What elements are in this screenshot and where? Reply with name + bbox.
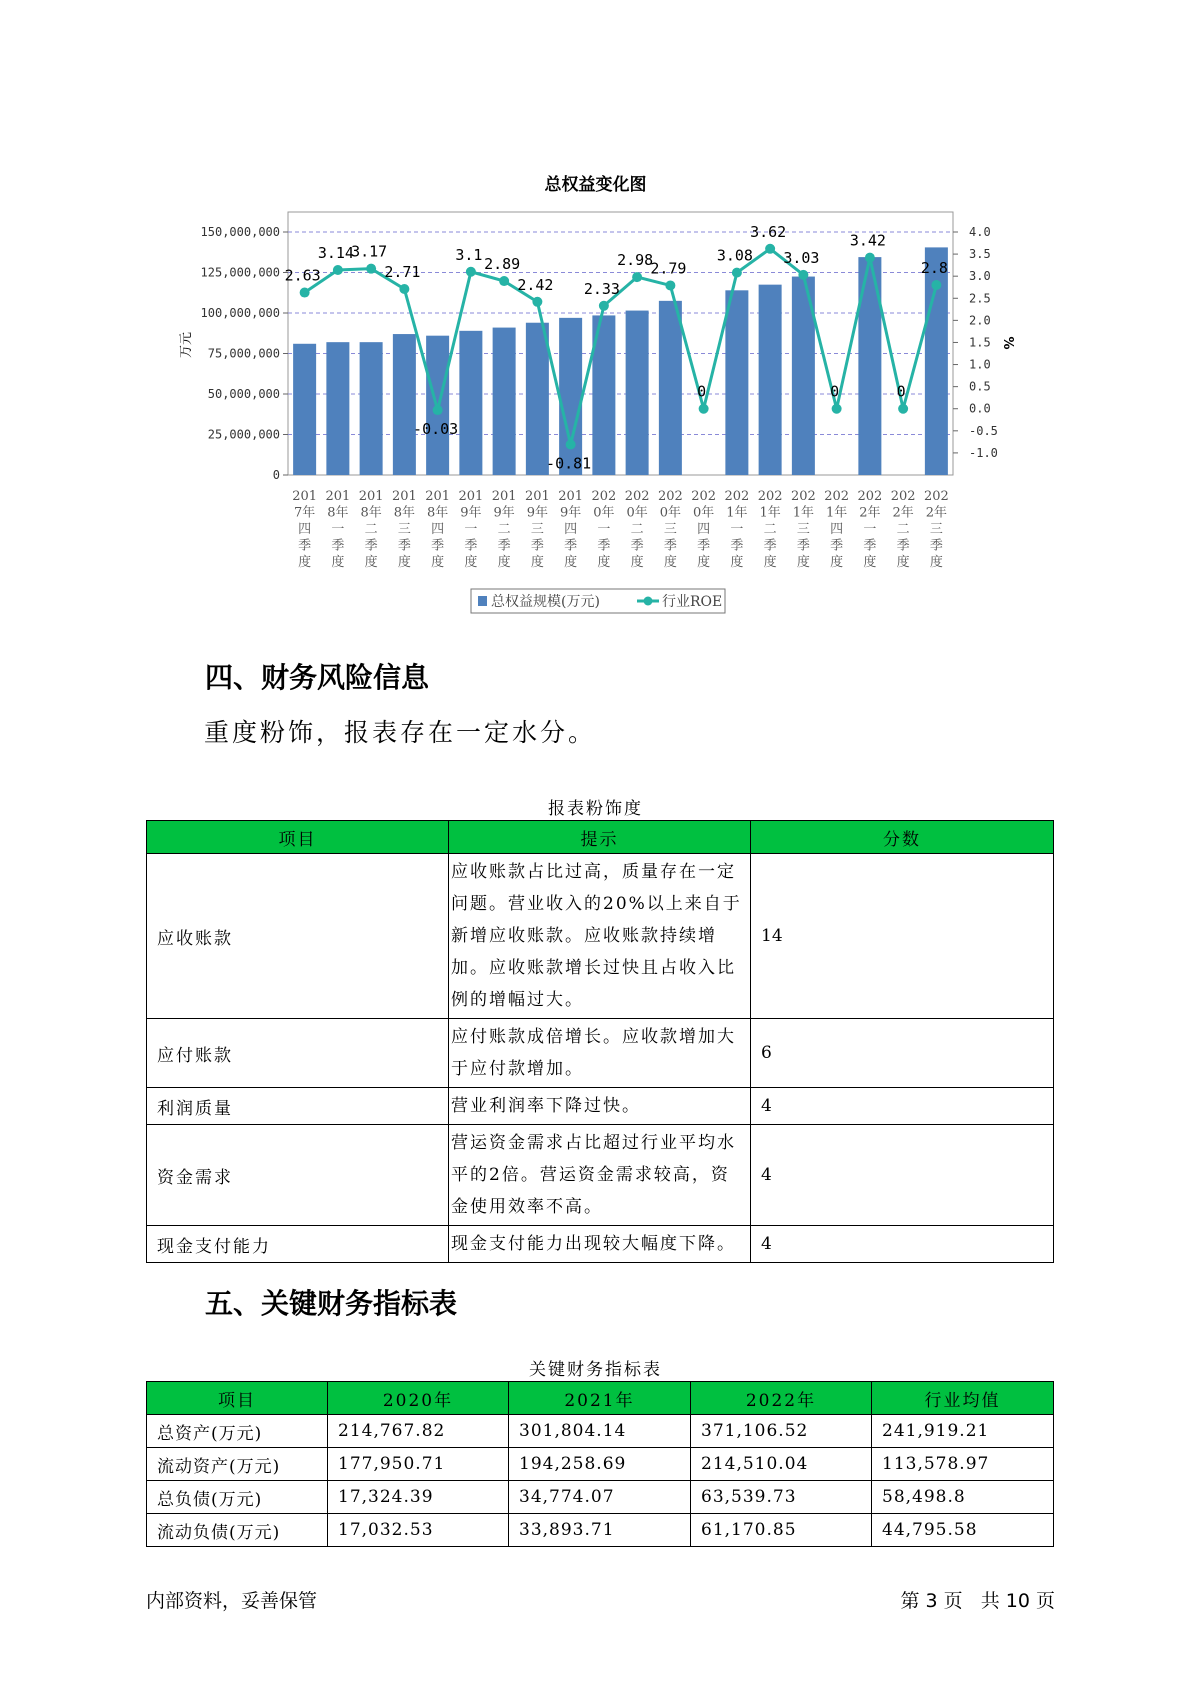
table-row (147, 1125, 1054, 1226)
x-tick-label: 202 (824, 489, 850, 504)
x-tick-label: 1年 (792, 505, 815, 521)
score-cell: 4 (751, 1088, 1054, 1125)
header-cell: 2020年 (328, 1382, 509, 1415)
roe-data-label: 3.14 (317, 243, 354, 262)
roe-point (466, 267, 476, 277)
roe-point (931, 280, 941, 290)
x-tick-label: 9年 (526, 505, 549, 521)
table-row (147, 1088, 1054, 1125)
value-cell: 214,510.04 (691, 1448, 872, 1481)
kpi-table (146, 1381, 1054, 1547)
x-tick-label: 度 (464, 555, 478, 570)
x-tick-label: 季 (830, 538, 844, 554)
value-cell: 301,804.14 (509, 1415, 691, 1448)
value-cell: 214,767.82 (328, 1415, 509, 1448)
item-cell: 流动资产(万元) (147, 1448, 328, 1481)
bar (459, 331, 482, 475)
roe-point (765, 244, 775, 254)
header-cell: 项目 (147, 821, 449, 854)
x-tick-label: 201 (458, 489, 484, 504)
x-tick-label: 二 (896, 522, 910, 537)
x-tick-label: 季 (397, 538, 411, 554)
roe-point (832, 404, 842, 414)
roe-data-label: 2.79 (650, 259, 687, 278)
table-row (147, 1226, 1054, 1263)
y2-tick-label: 0.0 (969, 401, 991, 416)
x-tick-label: 202 (857, 489, 883, 504)
x-tick-label: 9年 (493, 505, 515, 521)
x-tick-label: 四 (298, 522, 312, 537)
roe-data-label: 2.89 (484, 255, 521, 274)
y2-tick-label: -1.0 (969, 445, 998, 460)
risk-table-caption: 报表粉饰度 (548, 799, 643, 819)
x-tick-label: 三 (530, 522, 544, 537)
roe-data-label: 2.33 (583, 279, 620, 298)
section4-heading: 四、财务风险信息 (205, 661, 430, 694)
roe-point (399, 284, 409, 294)
roe-data-label: 3.1 (455, 245, 483, 264)
value-cell: 34,774.07 (509, 1481, 691, 1514)
table-header-row (147, 821, 1054, 854)
bar (493, 328, 516, 475)
x-tick-label: 度 (863, 555, 877, 570)
value-cell: 241,919.21 (872, 1415, 1054, 1448)
item-cell: 利润质量 (147, 1088, 449, 1125)
x-tick-label: 2年 (859, 505, 881, 521)
x-tick-label: 202 (624, 489, 650, 504)
score-cell: 6 (751, 1019, 1054, 1088)
roe-data-label: 0 (697, 382, 707, 401)
x-tick-label: 201 (325, 489, 351, 504)
tip-cell: 营运资金需求占比超过行业平均水平的2倍。营运资金需求较高，资金使用效率不高。 (449, 1125, 751, 1226)
roe-point (566, 440, 576, 450)
x-tick-label: 201 (358, 489, 384, 504)
kpi-table-caption: 关键财务指标表 (529, 1360, 662, 1380)
x-tick-label: 度 (597, 555, 611, 570)
item-cell: 应收账款 (147, 854, 449, 1019)
x-tick-label: 四 (564, 522, 578, 537)
x-tick-label: 季 (630, 538, 644, 554)
value-cell: 17,324.39 (328, 1481, 509, 1514)
x-tick-label: 季 (597, 538, 611, 554)
x-tick-label: 201 (524, 489, 550, 504)
roe-data-label: 0 (896, 382, 906, 401)
legend-bar-swatch (478, 596, 487, 606)
x-tick-label: 度 (730, 555, 744, 570)
y2-tick-label: 3.0 (969, 269, 991, 284)
x-tick-label: 0年 (593, 505, 615, 521)
x-tick-label: 度 (663, 555, 677, 570)
roe-point (665, 280, 675, 290)
y2-tick-label: -0.5 (969, 423, 998, 438)
x-tick-label: 度 (364, 555, 378, 570)
x-tick-label: 度 (564, 555, 578, 570)
value-cell: 17,032.53 (328, 1514, 509, 1547)
x-tick-label: 季 (697, 538, 711, 554)
x-tick-label: 9年 (460, 505, 482, 521)
roe-data-label: 3.08 (716, 246, 753, 265)
x-tick-label: 9年 (559, 505, 582, 521)
x-tick-label: 7年 (293, 505, 316, 521)
roe-data-label: 2.8 (920, 259, 948, 278)
x-tick-label: 三 (796, 522, 810, 537)
roe-data-label: 3.17 (351, 242, 388, 261)
value-cell: 177,950.71 (328, 1448, 509, 1481)
x-tick-label: 201 (558, 489, 584, 504)
bar (759, 285, 782, 475)
x-tick-label: 三 (929, 522, 943, 537)
bar (326, 342, 349, 475)
x-tick-label: 202 (890, 489, 916, 504)
x-tick-label: 201 (391, 489, 417, 504)
x-tick-label: 度 (497, 555, 511, 570)
y-tick-label: 125,000,000 (200, 265, 280, 280)
roe-data-label: 2.42 (517, 275, 554, 294)
roe-point (732, 268, 742, 278)
bar (526, 323, 549, 475)
x-tick-label: 度 (796, 555, 810, 570)
x-tick-label: 度 (530, 555, 544, 570)
x-tick-label: 度 (896, 555, 910, 570)
x-tick-label: 8年 (360, 505, 382, 521)
y-tick-label: 75,000,000 (207, 346, 280, 361)
equity-chart (0, 0, 1191, 640)
x-tick-label: 1年 (825, 505, 848, 521)
roe-point (366, 264, 376, 274)
x-tick-label: 一 (730, 522, 744, 537)
value-cell: 58,498.8 (872, 1481, 1054, 1514)
value-cell: 194,258.69 (509, 1448, 691, 1481)
roe-point (499, 276, 509, 286)
header-cell: 行业均值 (872, 1382, 1054, 1415)
score-cell: 4 (751, 1226, 1054, 1263)
header-cell: 2021年 (509, 1382, 691, 1415)
table-row (147, 1448, 1054, 1481)
item-cell: 应付账款 (147, 1019, 449, 1088)
roe-point (433, 405, 443, 415)
item-cell: 现金支付能力 (147, 1226, 449, 1263)
x-tick-label: 0年 (692, 505, 715, 521)
risk-table (146, 820, 1054, 1263)
footer-page-number: 第 3 页 共 10 页 (900, 1590, 1055, 1612)
roe-point (532, 297, 542, 307)
table-row (147, 1019, 1054, 1088)
y-axis-title: 万元 (179, 331, 194, 359)
y2-tick-label: 3.5 (969, 247, 991, 262)
y-tick-label: 0 (272, 468, 280, 482)
table-header-row (147, 1382, 1054, 1415)
roe-point (333, 265, 343, 275)
value-cell: 44,795.58 (872, 1514, 1054, 1547)
roe-data-label: 2.63 (284, 266, 321, 285)
x-tick-label: 季 (431, 538, 445, 554)
x-tick-label: 季 (763, 538, 777, 554)
x-tick-label: 201 (292, 489, 318, 504)
x-tick-label: 季 (497, 538, 511, 554)
y-tick-label: 150,000,000 (200, 225, 280, 239)
y2-axis-title: % (1000, 336, 1015, 350)
table-row (147, 1415, 1054, 1448)
x-tick-label: 度 (397, 555, 411, 570)
x-tick-label: 202 (757, 489, 783, 504)
x-tick-label: 1年 (759, 505, 781, 521)
x-tick-label: 202 (923, 489, 949, 504)
bar (293, 344, 316, 475)
roe-point (632, 272, 642, 282)
table-row (147, 1514, 1054, 1547)
bar (725, 290, 748, 475)
x-tick-label: 202 (591, 489, 617, 504)
y2-tick-label: 2.0 (969, 313, 991, 328)
x-tick-label: 季 (896, 538, 910, 554)
x-tick-label: 202 (691, 489, 717, 504)
x-tick-label: 季 (331, 538, 345, 554)
bar (360, 342, 383, 475)
item-cell: 总资产(万元) (147, 1415, 328, 1448)
x-tick-label: 1年 (726, 505, 748, 521)
x-tick-label: 季 (464, 538, 478, 554)
bar (559, 318, 582, 475)
roe-data-label: 3.03 (783, 248, 820, 267)
x-tick-label: 季 (863, 538, 877, 554)
x-tick-label: 二 (364, 522, 378, 537)
roe-point (300, 288, 310, 298)
roe-point (865, 253, 875, 263)
x-tick-label: 季 (364, 538, 378, 554)
footer-confidential: 内部资料，妥善保管 (146, 1590, 318, 1612)
x-tick-label: 度 (298, 555, 312, 570)
value-cell: 371,106.52 (691, 1415, 872, 1448)
x-tick-label: 季 (929, 538, 943, 554)
header-cell: 项目 (147, 1382, 328, 1415)
roe-point (898, 404, 908, 414)
x-tick-label: 2年 (925, 505, 948, 521)
x-tick-label: 二 (497, 522, 511, 537)
x-tick-label: 201 (491, 489, 517, 504)
x-tick-label: 2年 (892, 505, 914, 521)
item-cell: 资金需求 (147, 1125, 449, 1226)
tip-cell: 应收账款占比过高，质量存在一定问题。营业收入的20%以上来自于新增应收账款。应收账款持续增加。应收账款增长过快且占收入比例的增幅过大。 (449, 854, 751, 1019)
y-tick-label: 50,000,000 (207, 387, 280, 401)
chart-title: 总权益变化图 (544, 175, 647, 195)
roe-data-label: 2.98 (617, 251, 654, 270)
score-cell: 4 (751, 1125, 1054, 1226)
x-tick-label: 二 (630, 522, 644, 537)
value-cell: 63,539.73 (691, 1481, 872, 1514)
x-tick-label: 一 (863, 522, 877, 537)
header-cell: 提示 (449, 821, 751, 854)
x-tick-label: 度 (697, 555, 711, 570)
roe-data-label: -0.81 (546, 454, 592, 473)
header-cell: 2022年 (691, 1382, 872, 1415)
tip-cell: 应付账款成倍增长。应收款增加大于应付款增加。 (449, 1019, 751, 1088)
x-tick-label: 度 (331, 555, 345, 570)
x-tick-label: 8年 (426, 505, 449, 521)
roe-point (599, 301, 609, 311)
x-tick-label: 四 (697, 522, 711, 537)
x-tick-label: 202 (657, 489, 683, 504)
legend-line-marker (644, 597, 653, 606)
x-tick-label: 201 (425, 489, 451, 504)
y2-tick-label: 4.0 (969, 225, 991, 239)
x-tick-label: 季 (730, 538, 744, 554)
table-row (147, 854, 1054, 1019)
item-cell: 流动负债(万元) (147, 1514, 328, 1547)
bar (659, 301, 682, 475)
x-tick-label: 0年 (626, 505, 648, 521)
x-tick-label: 0年 (659, 505, 682, 521)
x-tick-label: 度 (929, 555, 943, 570)
value-cell: 33,893.71 (509, 1514, 691, 1547)
x-tick-label: 8年 (327, 505, 349, 521)
tip-cell: 营业利润率下降过快。 (449, 1088, 751, 1125)
value-cell: 61,170.85 (691, 1514, 872, 1547)
roe-data-label: 2.71 (384, 262, 421, 281)
y-tick-label: 100,000,000 (200, 306, 280, 320)
x-tick-label: 一 (331, 522, 345, 537)
x-tick-label: 二 (763, 522, 777, 537)
table-row (147, 1481, 1054, 1514)
x-tick-label: 8年 (393, 505, 416, 521)
roe-data-label: 3.42 (849, 231, 886, 250)
roe-data-label: -0.03 (413, 420, 459, 439)
risk-summary: 重度粉饰，报表存在一定水分。 (204, 718, 597, 747)
x-tick-label: 一 (464, 522, 478, 537)
x-tick-label: 四 (830, 522, 844, 537)
section5-heading: 五、关键财务指标表 (205, 1287, 458, 1320)
x-tick-label: 季 (530, 538, 544, 554)
roe-point (798, 270, 808, 280)
x-tick-label: 度 (763, 555, 777, 570)
y2-tick-label: 1.5 (969, 335, 991, 350)
y2-tick-label: 2.5 (969, 291, 991, 306)
x-tick-label: 季 (663, 538, 677, 554)
bar (626, 311, 649, 475)
bar (393, 334, 416, 475)
roe-data-label: 0 (830, 382, 840, 401)
x-tick-label: 202 (724, 489, 750, 504)
y2-tick-label: 1.0 (969, 357, 991, 372)
x-tick-label: 一 (597, 522, 611, 537)
y2-tick-label: 0.5 (969, 379, 991, 394)
x-tick-label: 三 (397, 522, 411, 537)
x-tick-label: 度 (630, 555, 644, 570)
roe-point (699, 404, 709, 414)
value-cell: 113,578.97 (872, 1448, 1054, 1481)
tip-cell: 现金支付能力出现较大幅度下降。 (449, 1226, 751, 1263)
roe-data-label: 3.62 (750, 222, 787, 241)
x-tick-label: 度 (830, 555, 844, 570)
header-cell: 分数 (751, 821, 1054, 854)
score-cell: 14 (751, 854, 1054, 1019)
legend-bar-label: 总权益规模(万元) (491, 594, 600, 610)
x-tick-label: 三 (663, 522, 677, 537)
x-tick-label: 度 (431, 555, 445, 570)
x-tick-label: 四 (431, 522, 445, 537)
y-tick-label: 25,000,000 (207, 427, 280, 442)
item-cell: 总负债(万元) (147, 1481, 328, 1514)
x-tick-label: 202 (790, 489, 816, 504)
x-tick-label: 季 (564, 538, 578, 554)
x-tick-label: 季 (298, 538, 312, 554)
x-tick-label: 季 (796, 538, 810, 554)
legend-line-label: 行业ROE (662, 594, 723, 610)
